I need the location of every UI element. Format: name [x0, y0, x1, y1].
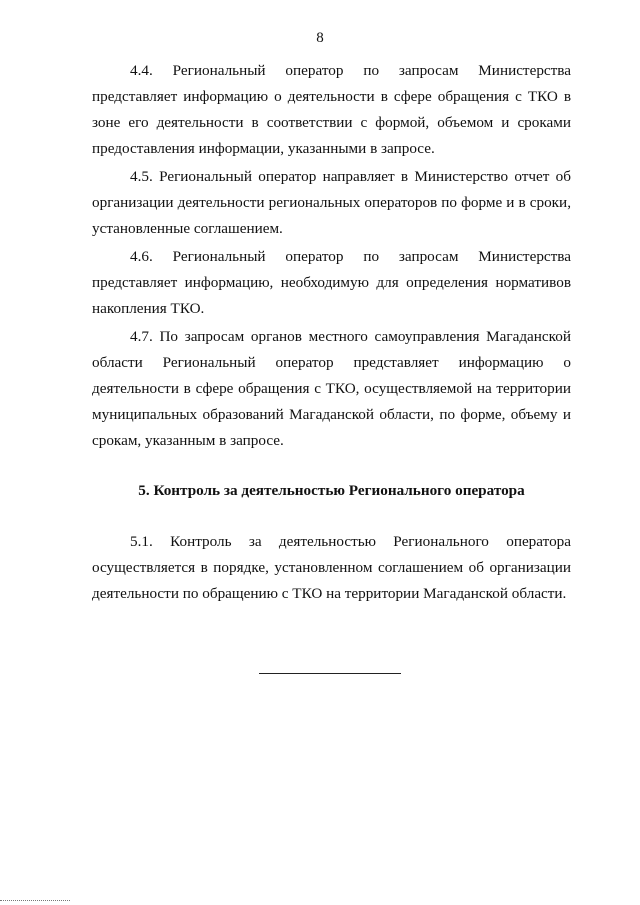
scan-edge-mark: [0, 900, 70, 901]
document-body: [92, 58, 571, 609]
paragraph-4-7: 4.7. По запросам органов местного самоуправления Магаданской области Региональный оператор представляет информацию о деятельности в сфере обращения с ТКО, осуществляемой на территории муниципальных образований Магаданской области, по форме, объему и срокам, указанным в запросе.: [92, 328, 571, 449]
paragraph-5-1: 5.1. Контроль за деятельностью Регионального оператора осуществляется в порядке, установленном соглашением об организации деятельности по обращению с ТКО на территории Магаданской области.: [92, 533, 571, 602]
paragraph-4-4: 4.4. Региональный оператор по запросам Министерства представляет информацию о деятельности в сфере обращения с ТКО в зоне его деятельности в соответствии с формой, объемом и сроками предоставления информации, указанными в запросе.: [92, 62, 571, 157]
page-number: 8: [316, 30, 324, 46]
section-5-heading: 5. Контроль за деятельностью Регионального оператора: [138, 482, 525, 499]
paragraph-4-6: 4.6. Региональный оператор по запросам Министерства представляет информацию, необходимую для определения нормативов накопления ТКО.: [92, 248, 571, 317]
paragraph-4-5: 4.5. Региональный оператор направляет в Министерство отчет об организации деятельности региональных операторов по форме и в сроки, установленные соглашением.: [92, 168, 571, 237]
end-of-text-rule: [259, 673, 401, 674]
